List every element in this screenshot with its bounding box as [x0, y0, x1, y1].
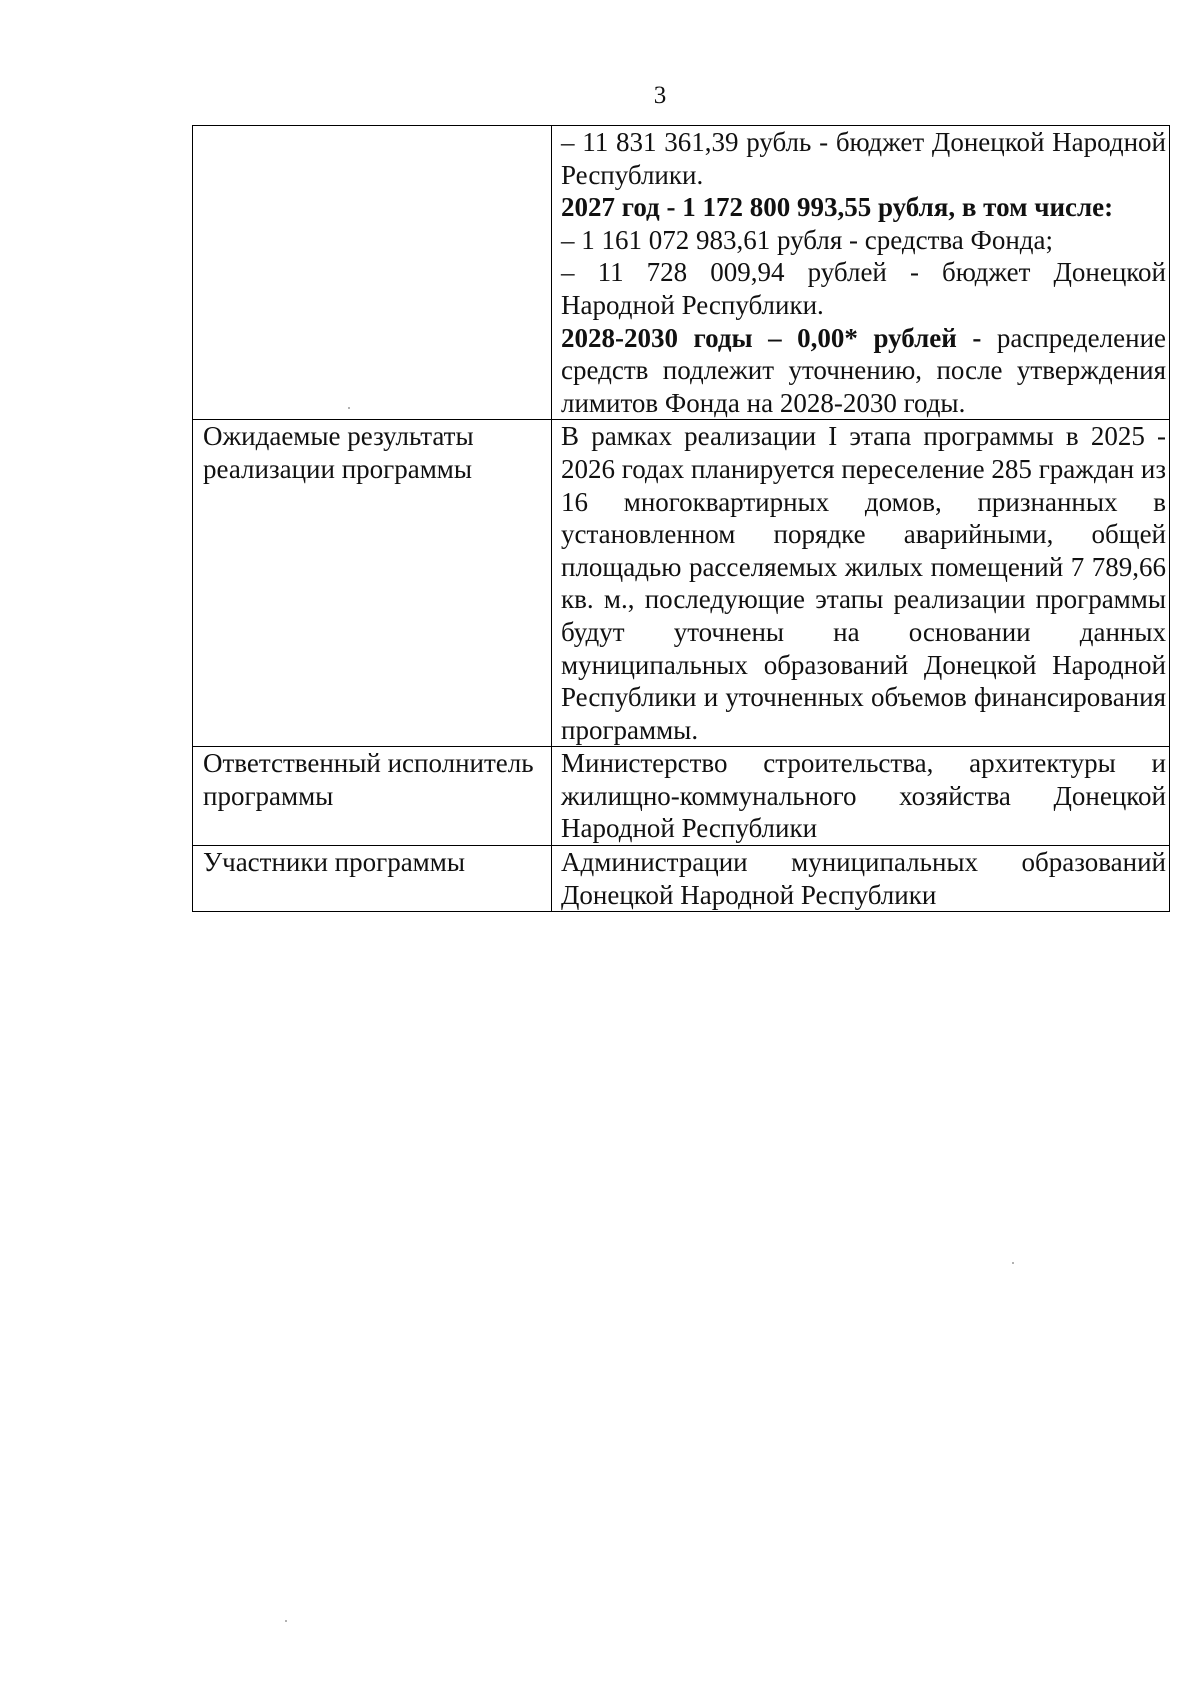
- expected-results-text: В рамках реализации I этапа программы в 2025 - 2026 годах планируется переселение 285 граждан из 16 многоквартирных домов, признанных в установленном порядке аварийными, общей площадью расселяемых жилых помещений 7 789,66 кв. м., последующие этапы реализации программы будут уточнены на основании данных муниципальных образований Донецкой Народной Республики и уточненных объемов финансирования программы.: [552, 420, 1170, 747]
- financing-2028-2030-heading: 2028-2030 годы – 0,00* рублей -: [561, 322, 982, 353]
- financing-2028-2030-note: распределение средств подлежит уточнению, после утверждения лимитов Фонда на 2028-2030 годы.: [561, 322, 1166, 418]
- scan-speck: [285, 1620, 287, 1622]
- table-row-expected-results: [193, 420, 1170, 747]
- financing-line-2027-total: 2027 год - 1 172 800 993,55 рубля, в том числе:: [561, 192, 1114, 223]
- participants-label: Участники программы: [193, 846, 552, 912]
- page-number: 3: [653, 82, 667, 109]
- financing-details-cell: [552, 126, 1170, 420]
- financing-line-2027-budget: – 11 728 009,94 рублей - бюджет Донецкой Народной Республики.: [561, 257, 1166, 320]
- financing-line-2028-2030: [561, 322, 1166, 420]
- table-row-participants: [193, 846, 1170, 912]
- financing-line-budget-2026: – 11 831 361,39 рубль - бюджет Донецкой Народной Республики.: [561, 127, 1166, 190]
- scan-speck: [1012, 1262, 1014, 1264]
- participants-text: Администрации муниципальных образований Донецкой Народной Республики: [552, 846, 1170, 912]
- responsible-executor-label: Ответственный исполнитель программы: [193, 747, 552, 846]
- responsible-executor-text: Министерство строительства, архитектуры и жилищно-коммунального хозяйства Донецкой Народной Республики: [552, 747, 1170, 846]
- financing-line-2027-fund: – 1 161 072 983,61 рубля - средства Фонда;: [561, 224, 1053, 255]
- table-row-responsible-executor: [193, 747, 1170, 846]
- program-passport-table: [192, 125, 1170, 912]
- scan-speck: [348, 407, 350, 409]
- expected-results-label: Ожидаемые результаты реализации программы: [193, 420, 552, 747]
- row-label-empty: [193, 126, 552, 420]
- table-row-financing-continued: [193, 126, 1170, 420]
